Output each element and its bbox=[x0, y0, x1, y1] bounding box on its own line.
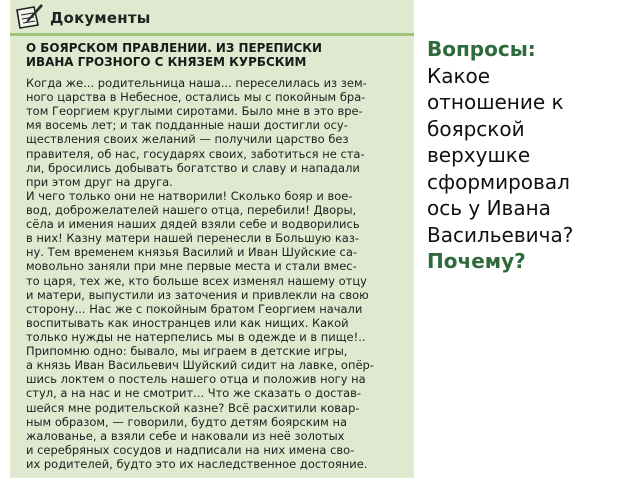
questions-label: Вопросы: bbox=[427, 37, 536, 61]
body-line: их родителей, будто это их наследственное достояние. bbox=[26, 456, 368, 471]
section-title: Документы bbox=[50, 9, 151, 27]
question-line: боярской bbox=[427, 116, 525, 141]
document-header bbox=[10, 0, 414, 30]
heading-line: ИВАНА ГРОЗНОГО С КНЯЗЕМ КУРБСКИМ bbox=[26, 54, 307, 69]
questions-panel bbox=[427, 36, 637, 275]
body-line: ли, бросились добывать богатство и славу и нападали bbox=[26, 160, 360, 175]
header-divider bbox=[10, 33, 414, 36]
body-line: и серебряных сосудов и надписали на них имена сво- bbox=[26, 442, 355, 457]
document-heading bbox=[26, 41, 406, 69]
document-body bbox=[26, 76, 414, 471]
body-line: вод, доброжелателей нашего отца, перебили! Дворы, bbox=[26, 202, 357, 217]
heading-line: О БОЯРСКОМ ПРАВЛЕНИИ. ИЗ ПЕРЕПИСКИ bbox=[26, 40, 323, 55]
body-line: ществления своих желаний — получили царство без bbox=[26, 132, 349, 147]
body-line: том Георгием круглыми сиротами. Было мне в это вре- bbox=[26, 104, 363, 119]
question-line: верхушке bbox=[427, 143, 531, 167]
body-line: воспитывать как иностранцев или как нищих. Какой bbox=[26, 315, 349, 330]
document-scan bbox=[10, 0, 414, 478]
question-line: сформировал bbox=[427, 169, 570, 194]
body-line: правителя, об нас, государях своих, заботиться не ста- bbox=[26, 146, 365, 161]
body-line: сёла и имения наших дядей взяли себе и водворились bbox=[26, 217, 360, 232]
body-line: шись локтем о постель нашего отца и положив ногу на bbox=[26, 372, 366, 387]
body-line: при этом друг на друга. bbox=[26, 174, 173, 189]
quill-pen-paper-icon bbox=[14, 3, 44, 29]
body-line: шейся мне родительской казне? Всё расхитили ковар- bbox=[26, 400, 360, 415]
body-line: Когда же... родительница наша... переселилась из зем- bbox=[26, 76, 367, 90]
question-line: Какое bbox=[427, 63, 491, 88]
body-line: ну. Тем временем князья Василий и Иван Шуйские са- bbox=[26, 245, 357, 260]
body-line: сторону... Нас же с покойным братом Георгием начали bbox=[26, 301, 363, 316]
body-line: ным образом, — говорили, будто детям боярским на bbox=[26, 414, 347, 429]
question-line: Васильевича? bbox=[427, 222, 574, 247]
question-line: отношение к bbox=[427, 90, 564, 114]
body-line: и матери, выпустили из заточения и привлекли на свою bbox=[26, 287, 369, 302]
body-line: а князь Иван Васильевич Шуйский сидит на лавке, опёр- bbox=[26, 358, 374, 373]
body-line: только нужды не натерпелись мы в одежде и в пище!.. bbox=[26, 329, 366, 344]
body-line: жалованье, а взяли себе и наковали из неё золотых bbox=[26, 428, 345, 443]
body-line: ного царства в Небесное, остались мы с покойным бра- bbox=[26, 90, 366, 105]
body-line: мовольно заняли при мне первые места и стали вмес- bbox=[26, 259, 357, 274]
question-line: ось у Ивана bbox=[427, 196, 551, 220]
body-line: мя восемь лет; и так подданные наши достигли осу- bbox=[26, 118, 348, 133]
body-line: стул, а на нас и не смотрит... Что же сказать о достав- bbox=[26, 386, 362, 401]
body-line: в них! Казну матери нашей перенесли в Большую каз- bbox=[26, 231, 360, 246]
body-line: то царя, тех же, кто больше всех изменял нашему отцу bbox=[26, 273, 367, 288]
body-line: Припомню одно: бывало, мы играем в детские игры, bbox=[26, 344, 348, 359]
body-line: И чего только они не натворили! Сколько бояр и вое- bbox=[26, 188, 353, 203]
question-why: Почему? bbox=[427, 249, 526, 273]
